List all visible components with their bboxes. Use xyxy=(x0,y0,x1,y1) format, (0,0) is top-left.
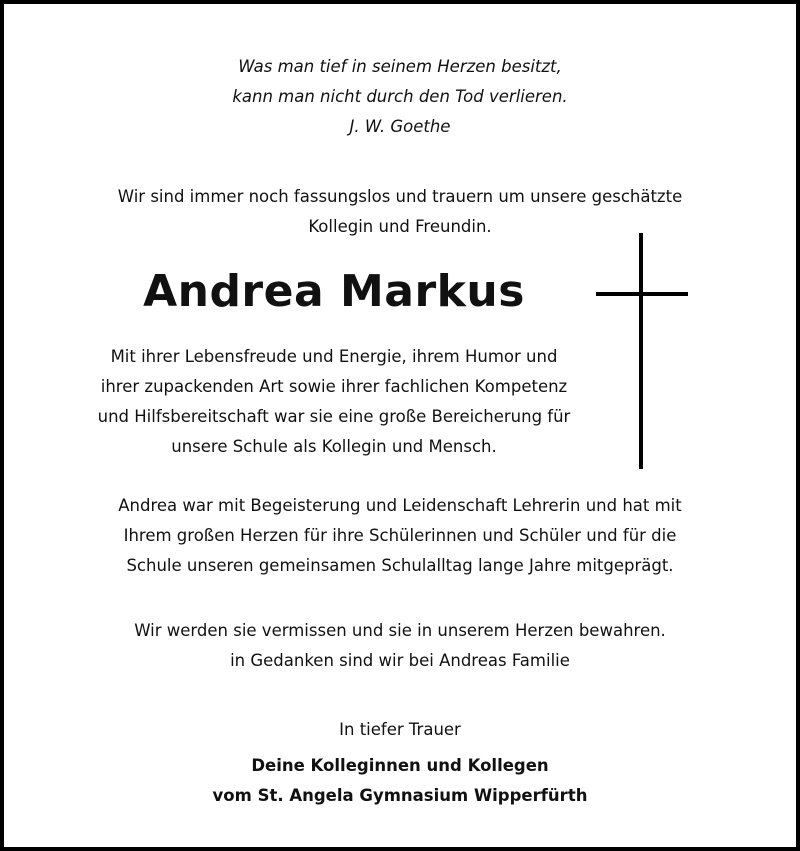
signature xyxy=(4,751,796,811)
tribute-text xyxy=(90,342,578,462)
quote-line-2: kann man nicht durch den Tod verlieren. xyxy=(232,87,568,106)
tribute-line-1: Mit ihrer Lebensfreude und Energie, ihrem Humor und xyxy=(110,347,558,366)
intro-line-2: Kollegin und Freundin. xyxy=(308,217,492,236)
signature-line-2: vom St. Angela Gymnasium Wipperfürth xyxy=(212,786,588,805)
cross-horizontal-bar xyxy=(596,292,688,296)
remember-line-1: Wir werden sie vermissen und sie in unserem Herzen bewahren. xyxy=(134,621,666,640)
teacher-line-2: Ihrem großen Herzen für ihre Schülerinnen und Schüler und für die xyxy=(123,526,677,545)
signature-line-1: Deine Kolleginnen und Kollegen xyxy=(251,756,549,775)
tribute-line-3: und Hilfsbereitschaft war sie eine große Bereicherung für xyxy=(97,407,571,426)
intro-line-1: Wir sind immer noch fassungslos und trauern um unsere geschätzte xyxy=(117,187,683,206)
cross-vertical-bar xyxy=(639,233,643,469)
grief-line: In tiefer Trauer xyxy=(339,720,461,739)
cross-icon xyxy=(596,233,688,469)
teacher-text xyxy=(4,491,796,581)
tribute-line-2: ihrer zupackenden Art sowie ihrer fachlichen Kompetenz xyxy=(100,377,568,396)
remember-line-2: in Gedanken sind wir bei Andreas Familie xyxy=(230,651,570,670)
deceased-name: Andrea Markus xyxy=(143,266,525,317)
goethe-quote xyxy=(4,52,796,142)
quote-line-1: Was man tief in seinem Herzen besitzt, xyxy=(238,57,562,76)
remember-text xyxy=(4,616,796,676)
tribute-line-4: unsere Schule als Kollegin und Mensch. xyxy=(171,437,497,456)
quote-author: J. W. Goethe xyxy=(349,117,451,136)
teacher-line-3: Schule unseren gemeinsamen Schulalltag lange Jahre mitgeprägt. xyxy=(126,556,674,575)
teacher-line-1: Andrea war mit Begeisterung und Leidenschaft Lehrerin und hat mit xyxy=(118,496,682,515)
